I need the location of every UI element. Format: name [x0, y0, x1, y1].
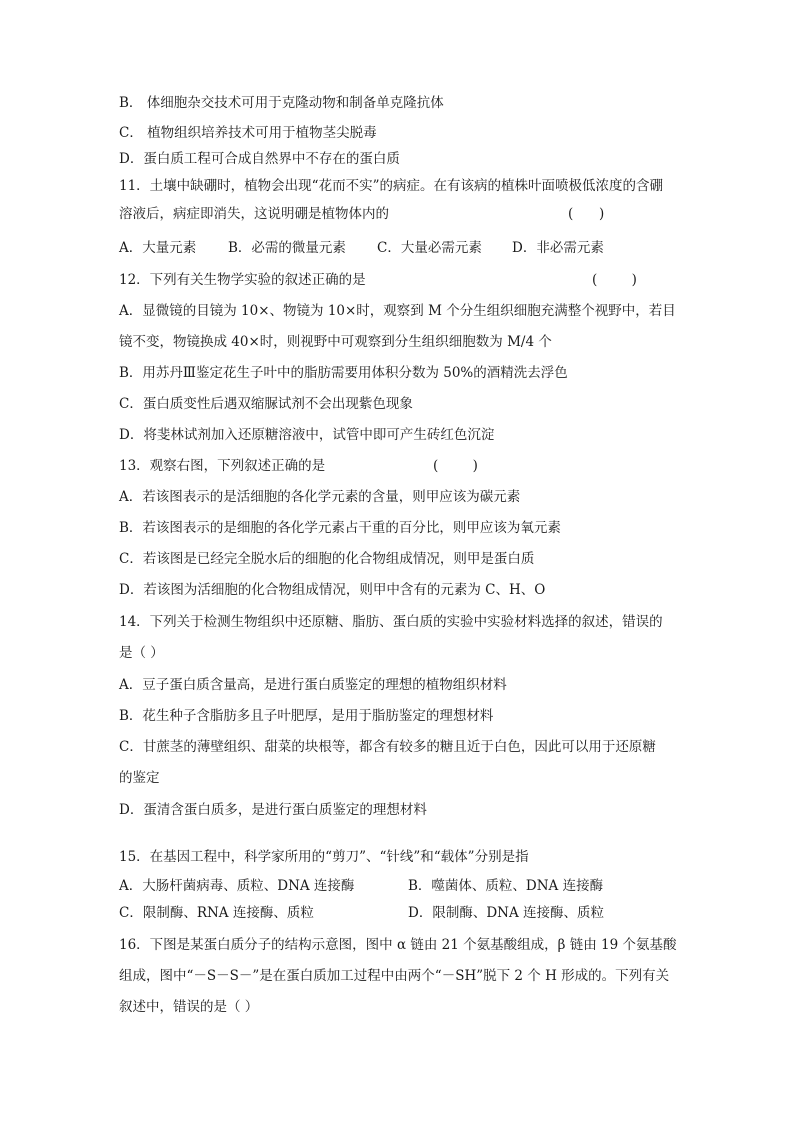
q15-option-d: D．限制酶、DNA 连接酶、质粒: [408, 905, 605, 921]
q14-option-b: B．花生种子含脂肪多且子叶肥厚，是用于脂肪鉴定的理想材料: [119, 708, 494, 724]
q12-stem: 12．下列有关生物学实验的叙述正确的是: [119, 272, 366, 288]
q14-option-a: A．豆子蛋白质含量高，是进行蛋白质鉴定的理想的植物组织材料: [119, 677, 507, 693]
q11-option-d: D．非必需元素: [512, 240, 604, 256]
q15-option-c: C．限制酶、RNA 连接酶、质粒: [119, 905, 314, 921]
q11-option-c: C．大量必需元素: [377, 240, 482, 256]
q11-option-a: A．大量元素: [119, 240, 197, 256]
q13-option-a: A．若该图表示的是活细胞的各化学元素的含量，则甲应该为碳元素: [119, 489, 521, 505]
q11-stem-line2: 溶液后，病症即消失，这说明硼是植物体内的: [119, 206, 389, 222]
q14-option-d: D．蛋清含蛋白质多，是进行蛋白质鉴定的理想材料: [119, 802, 427, 818]
q12-option-a-line2: 镜不变，物镜换成 40×时，则视野中可观察到分生组织细胞数为 M/4 个: [119, 334, 552, 350]
q12-option-d: D．将斐林试剂加入还原糖溶液中，试管中即可产生砖红色沉淀: [119, 427, 495, 443]
q16-stem-line2: 组成，图中“－S－S－”是在蛋白质加工过程中由两个“－SH”脱下 2 个 H 形成的。下列有关: [119, 968, 670, 984]
q15-option-b: B．噬菌体、质粒、DNA 连接酶: [408, 878, 604, 894]
q14-stem-line1: 14．下列关于检测生物组织中还原糖、脂肪、蛋白质的实验中实验材料选择的叙述，错误的: [119, 614, 663, 630]
q12-option-b: B．用苏丹Ⅲ鉴定花生子叶中的脂肪需要用体积分数为 50%的酒精洗去浮色: [119, 365, 568, 381]
q10-option-b: B． 体细胞杂交技术可用于克隆动物和制备单克隆抗体: [119, 95, 444, 111]
q12-option-a-line1: A．显微镜的目镜为 10×、物镜为 10×时，观察到 M 个分生组织细胞充满整个视野中，若目: [119, 303, 676, 319]
q12-option-c: C．蛋白质变性后遇双缩脲试剂不会出现紫色现象: [119, 396, 413, 412]
q13-answer-bracket: ( ): [433, 458, 478, 474]
q10-option-d: D．蛋白质工程可合成自然界中不存在的蛋白质: [119, 151, 400, 167]
q10-option-c: C． 植物组织培养技术可用于植物茎尖脱毒: [119, 125, 377, 141]
q16-stem-line3: 叙述中，错误的是（ ）: [119, 999, 259, 1015]
q13-option-c: C．若该图是已经完全脱水后的细胞的化合物组成情况，则甲是蛋白质: [119, 551, 535, 567]
q11-stem-line1: 11．土壤中缺硼时，植物会出现“花而不实”的病症。在有该病的植株叶面喷极低浓度的含硼: [119, 178, 663, 194]
q14-stem-line2: 是（ ）: [119, 645, 164, 661]
q13-option-d: D．若该图为活细胞的化合物组成情况，则甲中含有的元素为 C、H、O: [119, 582, 546, 598]
q13-option-b: B．若该图表示的是细胞的各化学元素占干重的百分比，则甲应该为氧元素: [119, 520, 561, 536]
q14-option-c-line1: C．甘蔗茎的薄壁组织、甜菜的块根等，都含有较多的糖且近于白色，因此可以用于还原糖: [119, 739, 656, 755]
q15-stem: 15．在基因工程中，科学家所用的“剪刀”、“针线”和“载体”分别是指: [119, 849, 529, 865]
q12-answer-bracket: ( ): [592, 272, 637, 288]
q16-stem-line1: 16．下图是某蛋白质分子的结构示意图，图中 α 链由 21 个氨基酸组成，β 链由 19 个氨基酸: [119, 937, 677, 953]
q13-stem: 13．观察右图，下列叙述正确的是: [119, 458, 326, 474]
q14-option-c-line2: 的鉴定: [119, 770, 160, 786]
q15-option-a: A．大肠杆菌病毒、质粒、DNA 连接酶: [119, 878, 355, 894]
q11-answer-bracket: ( ): [568, 206, 605, 222]
q11-option-b: B．必需的微量元素: [228, 240, 346, 256]
